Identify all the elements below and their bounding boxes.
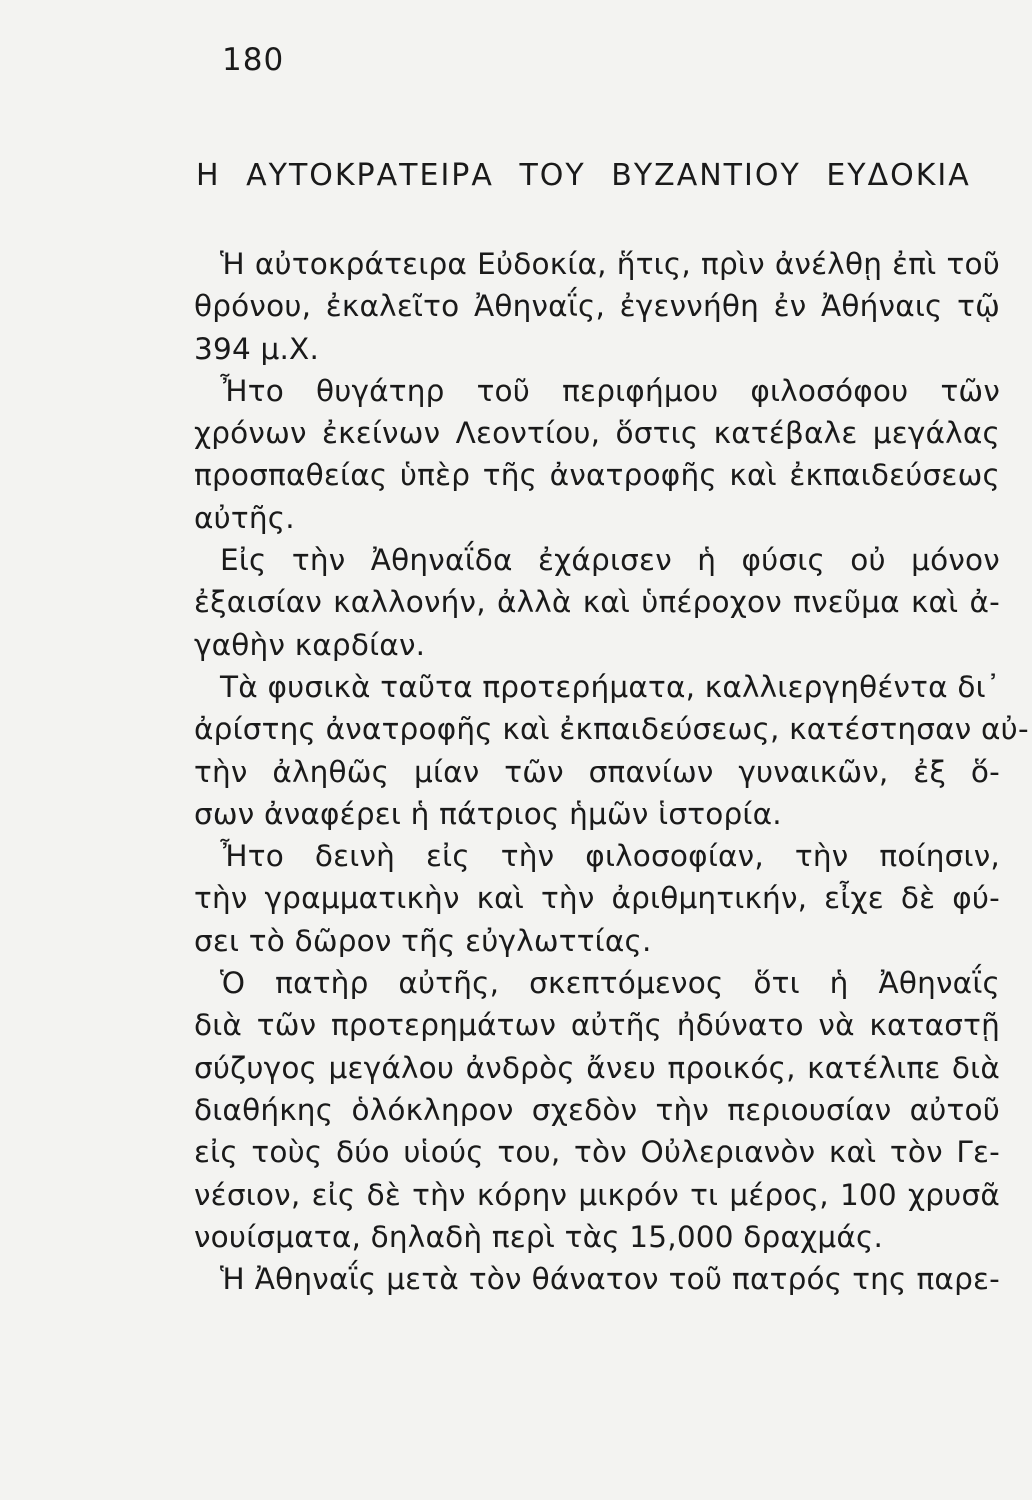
- text-line: θρόνου, ἐκαλεῖτο Ἀθηναΐς, ἐγεννήθη ἐν Ἀθήναις τῷ: [194, 289, 1000, 324]
- text-line: σων ἀναφέρει ἡ πάτριος ἡμῶν ἱστορία.: [194, 796, 782, 831]
- text-line: ἀρίστης ἀνατροφῆς καὶ ἐκπαιδεύσεως, κατέστησαν αὐ-: [194, 712, 1029, 747]
- text-line: Ὁ πατὴρ αὐτῆς, σκεπτόμενος ὅτι ἡ Ἀθηναΐς: [220, 966, 1000, 1001]
- chapter-title: Η ΑΥΤΟΚΡΑΤΕΙΡΑ ΤΟΥ ΒΥΖΑΝΤΙΟΥ ΕΥΔΟΚΙΑ: [196, 158, 971, 193]
- text-line: 394 μ.Χ.: [194, 331, 320, 366]
- text-line: Ἦτο θυγάτηρ τοῦ περιφήμου φιλοσόφου τῶν: [220, 373, 1000, 408]
- text-line: Ἡ αὐτοκράτειρα Εὐδοκία, ἥτις, πρὶν ἀνέλθῃ ἐπὶ τοῦ: [220, 247, 1000, 281]
- text-line: ἐξαισίαν καλλονήν, ἀλλὰ καὶ ὑπέροχον πνεῦμα καὶ ἀ-: [194, 585, 1000, 620]
- text-line: σύζυγος μεγάλου ἀνδρὸς ἄνευ προικός, κατέλιπε διὰ: [194, 1050, 1000, 1085]
- text-line: γαθὴν καρδίαν.: [194, 627, 426, 662]
- text-line: αὐτῆς.: [194, 500, 295, 535]
- text-line: διὰ τῶν προτερημάτων αὐτῆς ἠδύνατο νὰ καταστῇ: [194, 1008, 1000, 1043]
- text-line: σει τὸ δῶρον τῆς εὐγλωττίας.: [194, 923, 652, 958]
- text-line: Τὰ φυσικὰ ταῦτα προτερήματα, καλλιεργηθέντα δι᾽: [220, 669, 1001, 704]
- text-line: εἰς τοὺς δύο υἱούς του, τὸν Οὐλεριανὸν καὶ τὸν Γε-: [194, 1135, 1000, 1170]
- text-line: Εἰς τὴν Ἀθηναΐδα ἐχάρισεν ἡ φύσις οὐ μόνον: [220, 543, 1000, 578]
- text-line: Ἡ Ἀθηναΐς μετὰ τὸν θάνατον τοῦ πατρός της παρε-: [220, 1262, 1000, 1297]
- page-number: 180: [222, 42, 285, 78]
- text-line: Ἦτο δεινὴ εἰς τὴν φιλοσοφίαν, τὴν ποίησιν,: [220, 839, 1000, 874]
- text-line: διαθήκης ὁλόκληρον σχεδὸν τὴν περιουσίαν αὐτοῦ: [194, 1092, 1000, 1127]
- text-line: νουίσματα, δηλαδὴ περὶ τὰς 15,000 δραχμάς.: [194, 1219, 884, 1254]
- text-line: νέσιον, εἰς δὲ τὴν κόρην μικρόν τι μέρος, 100 χρυσᾶ: [194, 1177, 1000, 1212]
- text-line: χρόνων ἐκείνων Λεοντίου, ὅστις κατέβαλε μεγάλας: [194, 416, 1000, 451]
- text-line: προσπαθείας ὑπὲρ τῆς ἀνατροφῆς καὶ ἐκπαιδεύσεως: [194, 458, 1000, 493]
- text-line: τὴν ἀληθῶς μίαν τῶν σπανίων γυναικῶν, ἐξ ὅ-: [194, 754, 1000, 789]
- body-text: [194, 243, 1029, 1300]
- text-line: τὴν γραμματικὴν καὶ τὴν ἀριθμητικήν, εἶχε δὲ φύ-: [194, 881, 1000, 916]
